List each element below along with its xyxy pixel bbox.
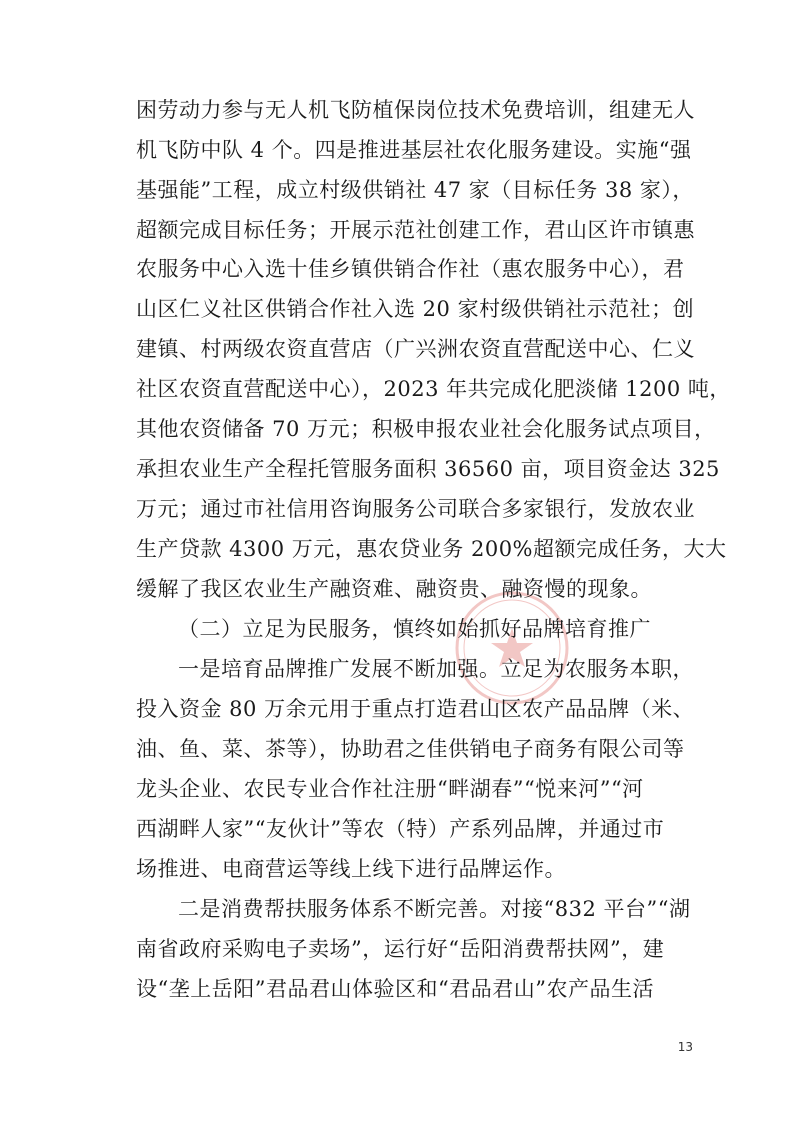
body-line: 场推进、电商营运等线上线下进行品牌运作。 <box>136 857 566 881</box>
body-line: 机飞防中队 4 个。四是推进基层社农化服务建设。实施“强 <box>136 138 692 162</box>
body-line: 生产贷款 4300 万元，惠农贷业务 200%超额完成任务，大大 <box>136 537 727 561</box>
body-line: 万元；通过市社信用咨询服务公司联合多家银行，发放农业 <box>136 497 695 521</box>
page-number: 13 <box>677 1040 693 1054</box>
body-line: 山区仁义社区供销合作社入选 20 家村级供销社示范社；创 <box>136 297 695 321</box>
body-line: 困劳动力参与无人机飞防植保岗位技术免费培训，组建无人 <box>136 98 695 122</box>
body-line: 超额完成目标任务；开展示范社创建工作，君山区许市镇惠 <box>136 218 695 242</box>
section-heading: （二）立足为民服务，慎终如始抓好品牌培育推广 <box>178 617 651 641</box>
official-seal-stamp <box>452 588 572 708</box>
body-line: 社区农资直营配送中心），2023 年共完成化肥淡储 1200 吨， <box>136 377 731 401</box>
body-line: 龙头企业、农民专业合作社注册“畔湖春”“悦来河”“河 <box>136 777 644 801</box>
body-line: 油、鱼、菜、茶等），协助君之佳供销电子商务有限公司等 <box>136 737 685 761</box>
body-line: 承担农业生产全程托管服务面积 36560 亩，项目资金达 325 <box>136 457 720 481</box>
body-line: 投入资金 80 万余元用于重点打造君山区农产品品牌（米、 <box>136 697 695 721</box>
body-line: 西湖畔人家”“友伙计”等农（特）产系列品牌，并通过市 <box>136 817 665 841</box>
body-line: 缓解了我区农业生产融资难、融资贵、融资慢的现象。 <box>136 577 652 601</box>
body-line: 南省政府采购电子卖场”，运行好“岳阳消费帮扶网”，建 <box>136 937 665 961</box>
body-line: 一是培育品牌推广发展不断加强。立足为农服务本职， <box>178 657 694 681</box>
body-line: 二是消费帮扶服务体系不断完善。对接“832 平台”“湖 <box>178 897 691 921</box>
body-line: 建镇、村两级农资直营店（广兴洲农资直营配送中心、仁义 <box>136 337 695 361</box>
body-line: 农服务中心入选十佳乡镇供销合作社（惠农服务中心），君 <box>136 257 685 281</box>
body-line: 设“垄上岳阳”君品君山体验区和“君品君山”农产品生活 <box>136 977 654 1001</box>
body-line: 基强能”工程，成立村级供销社 47 家（目标任务 38 家）， <box>136 178 694 202</box>
body-line: 其他农资储备 70 万元；积极申报农业社会化服务试点项目， <box>136 417 716 441</box>
